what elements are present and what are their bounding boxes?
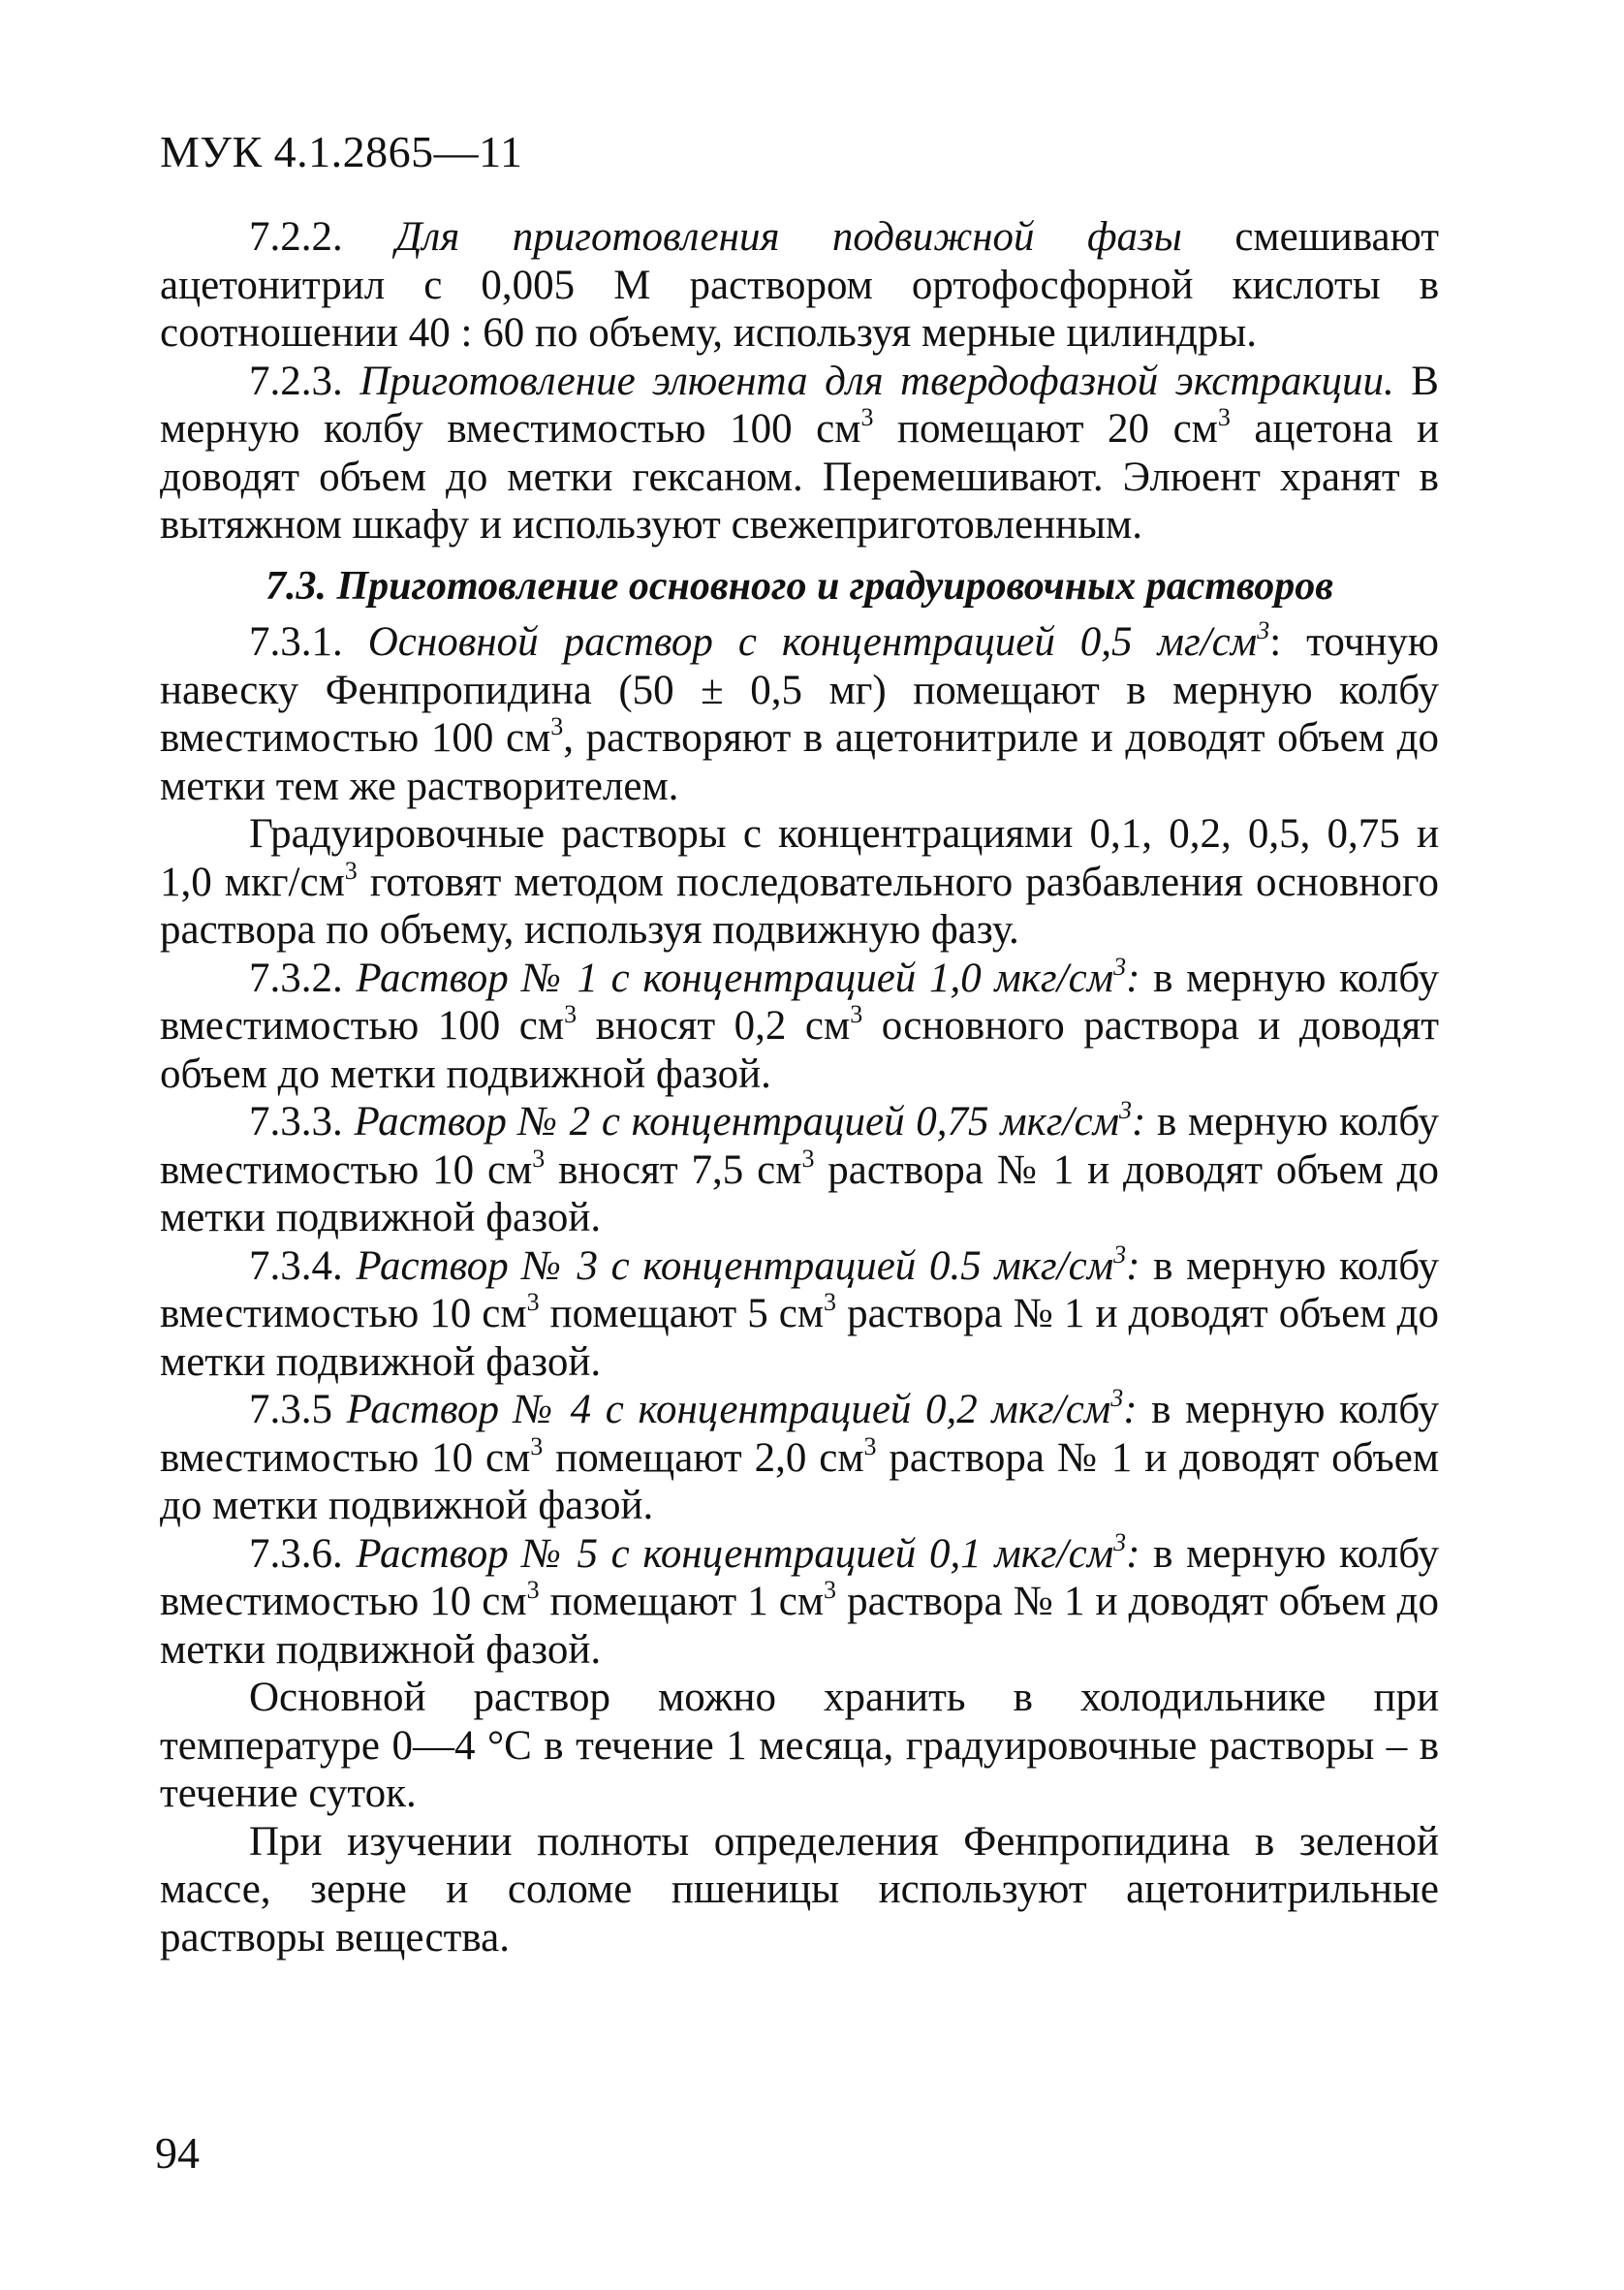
superscript: 3	[1113, 1239, 1127, 1269]
paragraph-7-3-1	[160, 618, 1439, 810]
clause-text: вносят 7,5 см	[545, 1146, 802, 1193]
paragraph-7-3-3	[160, 1098, 1439, 1242]
superscript: 3	[824, 1288, 837, 1316]
clause-title: Раствор № 2 с концентрацией 0,75 мкг/см	[354, 1099, 1120, 1145]
superscript: 3	[1110, 1384, 1124, 1412]
clause-text: помещают 20 см	[873, 406, 1218, 452]
superscript: 3	[1257, 616, 1270, 644]
superscript: 3	[526, 1576, 540, 1604]
superscript: 3	[564, 1000, 578, 1028]
clause-title: Приготовление элюента для твердофазной экстракции.	[359, 358, 1394, 404]
clause-title-end: :	[1126, 1242, 1140, 1289]
clause-text: ацетона и доводят объем до метки гексаном. Перемешивают. Элюент хранят в вытяжном шкафу и используют свежеприготовленным.	[160, 406, 1439, 548]
clause-text: Градуировочные растворы с концентрациями 0,1, 0,2, 0,5, 0,75 и 1,0 мкг/см	[160, 811, 1439, 905]
clause-text: помещают 2,0 см	[543, 1434, 864, 1481]
clause-title-end: :	[1126, 1530, 1140, 1577]
clause-text: готовят методом последовательного разбавления основного раствора по объему, используя подвижную фазу.	[160, 859, 1439, 953]
clause-text: вносят 0,2 см	[577, 1003, 851, 1049]
clause-text: основного раствора и доводят объем до метки подвижной фазой.	[160, 1003, 1440, 1097]
superscript: 3	[1113, 952, 1127, 981]
superscript: 3	[1113, 1527, 1127, 1556]
clause-text: в мерную колбу вместимостью 10 см	[160, 1242, 1440, 1336]
page-number: 94	[155, 2128, 200, 2178]
superscript: 3	[550, 712, 564, 740]
clause-number: 7.2.3.	[249, 358, 360, 404]
clause-title: Основной раствор с концентрацией 0,5 мг/см	[367, 619, 1258, 665]
clause-text: в мерную колбу вместимостью 100 см	[160, 955, 1440, 1049]
clause-text: в мерную колбу вместимостью 10 см	[160, 1530, 1440, 1624]
superscript: 3	[860, 403, 874, 431]
clause-number: 7.3.4.	[249, 1242, 357, 1289]
clause-text: , растворяют в ацетонитриле и доводят объем до метки тем же растворителем.	[160, 715, 1439, 809]
document-body	[160, 213, 1439, 1961]
clause-text: В мерную колбу вместимостью 100 см	[160, 358, 1439, 452]
superscript: 3	[526, 1288, 540, 1316]
clause-text: помещают 5 см	[539, 1291, 825, 1336]
superscript: 3	[530, 1431, 544, 1460]
clause-text: раствора № 1 и доводят объем до метки подвижной фазой.	[160, 1434, 1439, 1528]
clause-text: раствора № 1 и доводят объем до метки подвижной фазой.	[160, 1146, 1439, 1240]
clause-number: 7.2.2.	[249, 214, 396, 260]
clause-number: 7.3.1.	[249, 619, 368, 665]
clause-text: смешивают ацетонитрил с 0,005 М раствором ортофосфорной кислоты в соотношении 40 : 60 по объему, используя мерные цилиндры.	[160, 214, 1439, 356]
clause-text: раствора № 1 и доводят объем до метки подвижной фазой.	[160, 1291, 1439, 1385]
section-heading-7-3: 7.3. Приготовление основного и градуировочных растворов	[265, 563, 1334, 609]
paragraph-calibration-solutions	[160, 810, 1439, 955]
clause-title: Раствор № 1 с концентрацией 1,0 мкг/см	[356, 955, 1114, 1001]
superscript: 3	[824, 1576, 837, 1604]
superscript: 3	[1217, 403, 1231, 431]
clause-text: в мерную колбу вместимостью 10 см	[160, 1387, 1439, 1481]
clause-title: Раствор № 4 с концентрацией 0,2 мкг/см	[346, 1387, 1111, 1432]
paragraph-7-2-2	[160, 213, 1439, 358]
superscript: 3	[344, 856, 358, 885]
clause-number: 7.3.2.	[249, 955, 357, 1001]
clause-number: 7.3.6.	[249, 1530, 357, 1577]
clause-title-end: :	[1123, 1387, 1138, 1432]
paragraph-completeness: При изучении полноты определения Фенпропидина в зеленой массе, зерне и соломе пшеницы используют ацетонитрильные растворы вещества.	[160, 1818, 1439, 1961]
document-header: МУК 4.1.2865—11	[160, 127, 523, 176]
clause-title-end: :	[1126, 955, 1140, 1001]
paragraph-7-3-2	[160, 952, 1440, 1099]
clause-text: : точную навеску Фенпропидина (50 ± 0,5 мг) помещают в мерную колбу вместимостью 100 см	[160, 619, 1440, 761]
paragraph-7-3-4	[160, 1239, 1440, 1387]
clause-text: раствора № 1 и доводят объем до метки подвижной фазой.	[160, 1579, 1439, 1673]
clause-title: Для приготовления подвижной фазы	[395, 214, 1182, 260]
superscript: 3	[863, 1431, 877, 1460]
clause-title: Раствор № 3 с концентрацией 0.5 мкг/см	[356, 1242, 1114, 1289]
superscript: 3	[532, 1144, 546, 1173]
paragraph-storage: Основной раствор можно хранить в холодильнике при температуре 0—4 °С в течение 1 месяца, градуировочные растворы – в течение суток.	[160, 1675, 1439, 1816]
clause-text: в мерную колбу вместимостью 10 см	[160, 1099, 1440, 1193]
clause-title-end: :	[1132, 1099, 1146, 1145]
paragraph-7-3-5	[160, 1386, 1439, 1530]
clause-number: 7.3.3.	[249, 1099, 355, 1145]
paragraph-7-2-3	[160, 358, 1439, 549]
superscript: 3	[850, 1000, 863, 1028]
clause-title: Раствор № 5 с концентрацией 0,1 мкг/см	[356, 1530, 1114, 1577]
clause-text: помещают 1 см	[539, 1579, 825, 1624]
paragraph-7-3-6	[160, 1527, 1440, 1675]
clause-number: 7.3.5	[249, 1387, 347, 1432]
superscript: 3	[801, 1144, 815, 1173]
superscript: 3	[1119, 1096, 1133, 1124]
